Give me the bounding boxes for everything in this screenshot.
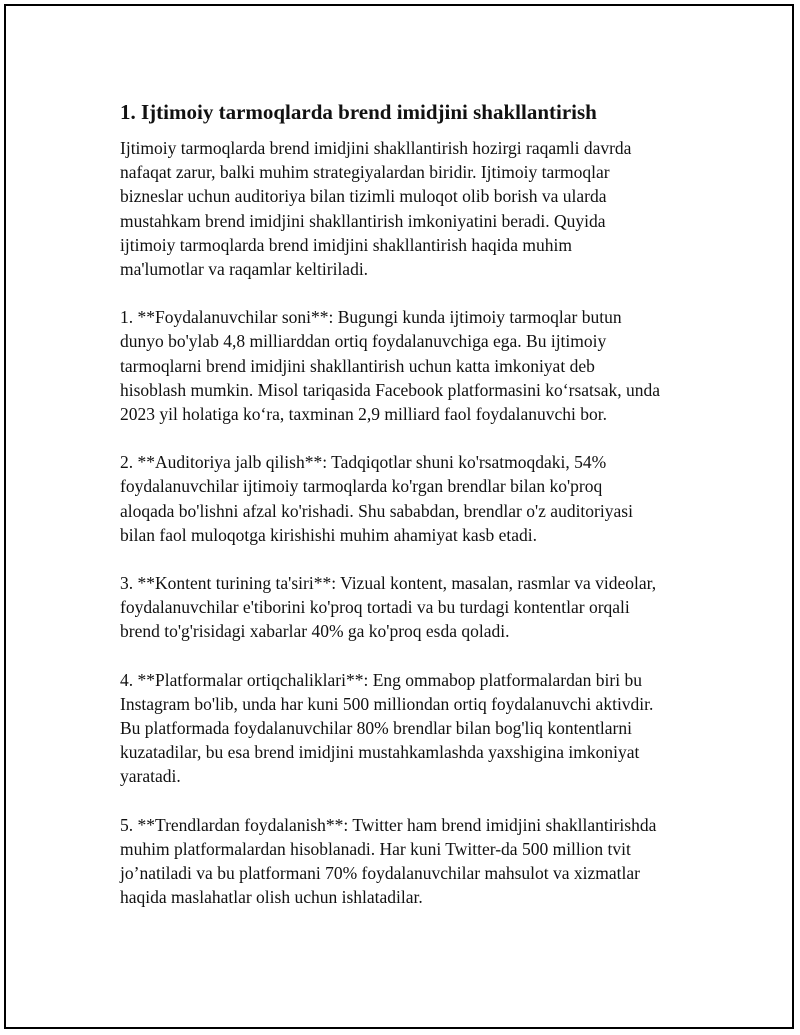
text-line: tarmoqlarni brend imidjini shakllantirish uchun katta imkoniyat deb	[120, 355, 595, 376]
text-line: jo’natiladi va bu platformani 70% foydalanuvchilar mahsulot va xizmatlar	[120, 863, 640, 884]
text-line: 2023 yil holatiga koʻra, taxminan 2,9 milliard faol foydalanuvchi bor.	[120, 404, 607, 425]
text-line: bizneslar uchun auditoriya bilan tizimli muloqot olib borish va ularda	[120, 186, 607, 207]
text-line: haqida maslahatlar olish uchun ishlatadilar.	[120, 887, 423, 908]
section-title: 1. Ijtimoiy tarmoqlarda brend imidjini shakllantirish	[120, 100, 597, 124]
text-line: nafaqat zarur, balki muhim strategiyalardan biridir. Ijtimoiy tarmoqlar	[120, 162, 610, 183]
text-line: 1. **Foydalanuvchilar soni**: Bugungi kunda ijtimoiy tarmoqlar butun	[120, 307, 622, 328]
text-line: dunyo bo'ylab 4,8 milliarddan ortiq foydalanuvchiga ega. Bu ijtimoiy	[120, 331, 607, 352]
text-line: muhim platformalardan hisoblanadi. Har kuni Twitter-da 500 million tvit	[120, 838, 631, 859]
list-item-4	[120, 668, 700, 789]
text-line: hisoblash mumkin. Misol tariqasida Facebook platformasini koʻrsatsak, unda	[120, 379, 660, 400]
list-item-3	[120, 571, 700, 644]
page-frame	[4, 4, 794, 1029]
list-item-2	[120, 450, 700, 547]
document-body	[120, 98, 700, 933]
list-item-1	[120, 305, 700, 426]
text-line: Bu platformada foydalanuvchilar 80% brendlar bilan bog'liq kontentlarni	[120, 718, 632, 739]
text-line: foydalanuvchilar ijtimoiy tarmoqlarda ko'rgan brendlar bilan ko'proq	[120, 476, 603, 497]
text-line: aloqada bo'lishni afzal ko'rishadi. Shu sababdan, brendlar o'z auditoriyasi	[120, 500, 633, 521]
text-line: brend to'g'risidagi xabarlar 40% ga ko'proq esda qoladi.	[120, 621, 510, 642]
text-line: ijtimoiy tarmoqlarda brend imidjini shakllantirish haqida muhim	[120, 234, 573, 255]
text-line: 5. **Trendlardan foydalanish**: Twitter ham brend imidjini shakllantirishda	[120, 814, 657, 835]
text-line: Instagram bo'lib, unda har kuni 500 milliondan ortiq foydalanuvchi aktivdir.	[120, 693, 654, 714]
text-line: bilan faol muloqotga kirishishi muhim ahamiyat kasb etadi.	[120, 524, 538, 545]
intro-paragraph	[120, 136, 700, 281]
text-line: 2. **Auditoriya jalb qilish**: Tadqiqotlar shuni ko'rsatmoqdaki, 54%	[120, 452, 607, 473]
text-line: mustahkam brend imidjini shakllantirish imkoniyatini beradi. Quyida	[120, 210, 606, 231]
text-line: foydalanuvchilar e'tiborini ko'proq tortadi va bu turdagi kontentlar orqali	[120, 597, 630, 618]
text-line: kuzatadilar, bu esa brend imidjini mustahkamlashda yaxshigina imkoniyat	[120, 742, 640, 763]
text-line: ma'lumotlar va raqamlar keltiriladi.	[120, 259, 369, 280]
text-line: 4. **Platformalar ortiqchaliklari**: Eng ommabop platformalardan biri bu	[120, 669, 642, 690]
text-line: 3. **Kontent turining ta'siri**: Vizual kontent, masalan, rasmlar va videolar,	[120, 573, 657, 594]
list-item-5	[120, 813, 700, 910]
text-line: yaratadi.	[120, 766, 181, 787]
text-line: Ijtimoiy tarmoqlarda brend imidjini shakllantirish hozirgi raqamli davrda	[120, 138, 632, 158]
